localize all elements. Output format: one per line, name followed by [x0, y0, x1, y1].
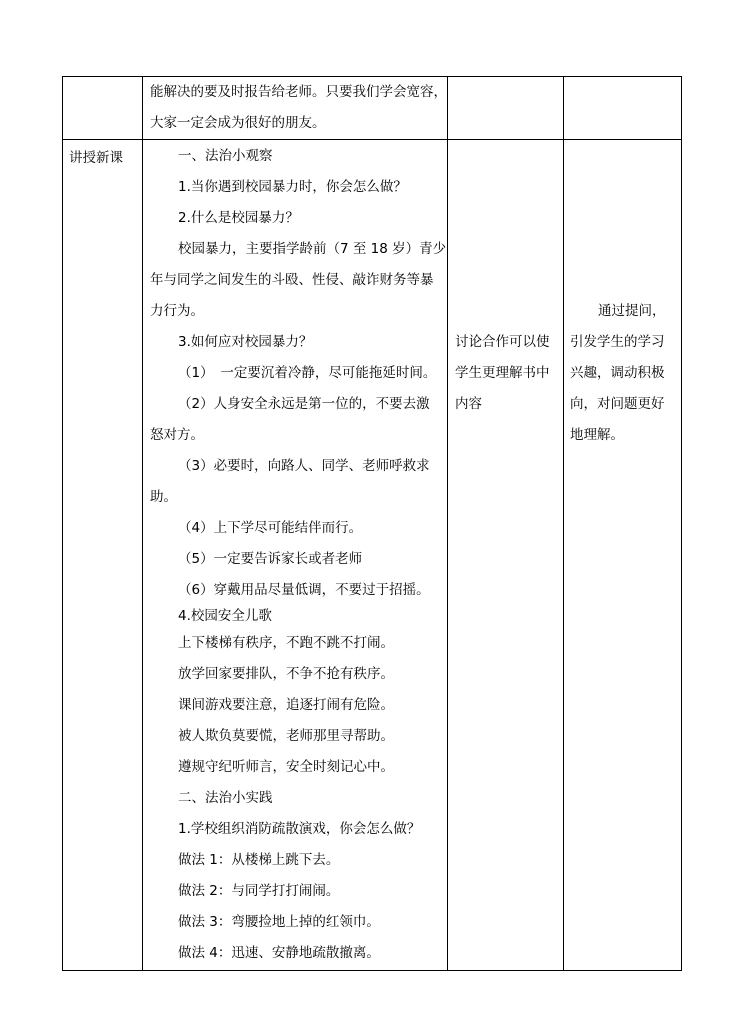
content-heading-2: 二、法治小实践 [178, 790, 273, 806]
table-border-right [681, 76, 682, 971]
content-line: 年与同学之间发生的斗殴、性侵、敲诈财务等暴 [150, 272, 434, 288]
content-line: 做法 3：弯腰捡地上掉的红领巾。 [178, 914, 380, 930]
content-line: 怒对方。 [150, 427, 204, 443]
table-divider-3 [563, 76, 564, 971]
design-intent-line: 地理解。 [570, 427, 624, 443]
content-line: 做法 2：与同学打打闹闹。 [178, 883, 340, 899]
content-heading-1: 一、法治小观察 [178, 148, 273, 164]
table-divider-1 [142, 76, 143, 971]
content-line: （6）穿戴用品尽量低调，不要过于招摇。 [178, 582, 430, 598]
content-line: 做法 4：迅速、安静地疏散撤离。 [178, 945, 380, 961]
content-line: （5）一定要告诉家长或者老师 [178, 551, 363, 567]
content-line: 力行为。 [150, 303, 204, 319]
design-intent-line: 兴趣，调动积极 [570, 365, 665, 381]
student-activity-line: 学生更理解书中 [455, 365, 550, 381]
content-line: 放学回家要排队，不争不抢有秩序。 [178, 666, 394, 682]
table-border-left [62, 76, 63, 971]
content-line: 校园暴力，主要指学龄前（7 至 18 岁）青少 [178, 241, 447, 257]
content-line: （2）人身安全永远是第一位的，不要去激 [178, 396, 430, 412]
top-row-line-2: 大家一定会成为很好的朋友。 [150, 115, 326, 131]
content-line: 助。 [150, 489, 177, 505]
content-line: 被人欺负莫要慌，老师那里寻帮助。 [178, 728, 394, 744]
table-border-bottom [62, 970, 682, 971]
content-line: 2.什么是校园暴力？ [178, 210, 299, 226]
design-intent-line: 引发学生的学习 [570, 334, 665, 350]
content-line: （1） 一定要沉着冷静，尽可能拖延时间。 [178, 365, 437, 381]
content-line: 做法 1：从楼梯上跳下去。 [178, 852, 340, 868]
student-activity-line: 讨论合作可以使 [455, 334, 550, 350]
content-heading-song: 4.校园安全儿歌 [178, 608, 272, 624]
table-row-divider [62, 139, 682, 140]
design-intent-line: 向，对问题更好 [570, 396, 665, 412]
content-line: （4）上下学尽可能结伴而行。 [178, 520, 363, 536]
student-activity-line: 内容 [455, 396, 482, 412]
section-label: 讲授新课 [69, 150, 123, 166]
content-line: 3.如何应对校园暴力？ [178, 334, 313, 350]
content-line: 遵规守纪听师言，安全时刻记心中。 [178, 759, 394, 775]
content-line: 上下楼梯有秩序，不跑不跳不打闹。 [178, 635, 394, 651]
content-line: （3）必要时，向路人、同学、老师呼救求 [178, 458, 430, 474]
top-row-line-1: 能解决的要及时报告给老师。只要我们学会宽容， [150, 84, 447, 100]
content-line: 课间游戏要注意，追逐打闹有危险。 [178, 697, 394, 713]
design-intent-line: 通过提问， [598, 303, 666, 319]
content-line: 1.当你遇到校园暴力时，你会怎么做？ [178, 179, 407, 195]
content-line: 1.学校组织消防疏散演戏，你会怎么做？ [178, 821, 421, 837]
